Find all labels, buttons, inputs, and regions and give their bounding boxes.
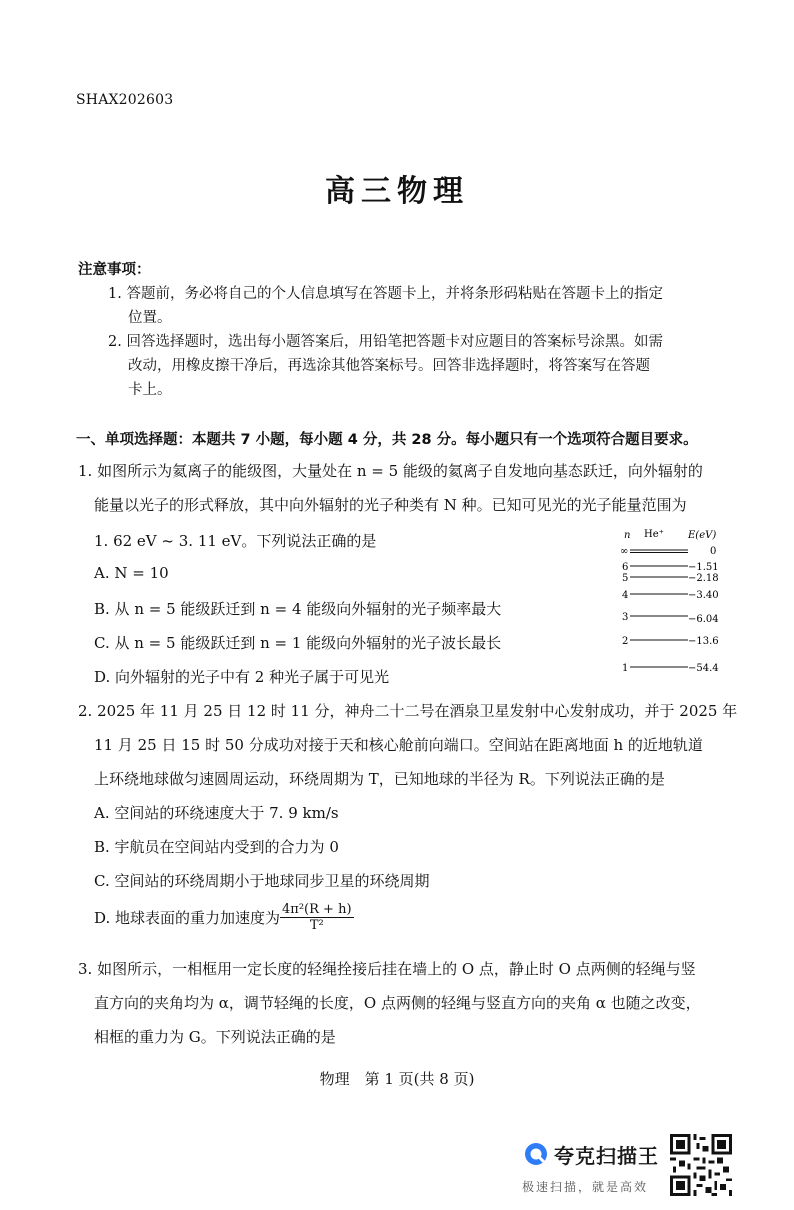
q3-stem-line-1: 3. 如图所示，一相框用一定长度的轻绳拴接后挂在墙上的 O 点，静止时 O 点两侧的轻绳与竖	[78, 960, 696, 978]
q1-stem-line-3: 1. 62 eV ~ 3. 11 eV。下列说法正确的是	[94, 532, 377, 550]
level-n-5: 5	[622, 573, 629, 584]
level-n-2: 2	[622, 636, 629, 647]
level-n-1: 1	[622, 663, 629, 674]
q2-stem-line-2: 11 月 25 日 15 时 50 分成功对接于天和核心舱前向端口。空间站在距离地面 h 的近地轨道	[94, 736, 703, 754]
level-n-6: 6	[622, 562, 629, 573]
diagram-col-ion: He⁺	[644, 529, 664, 540]
qr-code-icon	[670, 1134, 732, 1196]
q2-option-d-fraction	[280, 902, 354, 933]
level-n-inf: ∞	[620, 546, 629, 557]
exam-code: SHAX202603	[76, 92, 174, 108]
diagram-col-n: n	[624, 530, 631, 541]
level-n-4: 4	[622, 590, 629, 601]
level-e-1: −54.4	[688, 663, 719, 674]
level-e-5: −2.18	[688, 573, 719, 584]
level-e-2: −13.6	[688, 636, 719, 647]
level-e-4: −3.40	[688, 590, 719, 601]
q2-option-a: A. 空间站的环绕速度大于 7. 9 km/s	[94, 804, 339, 822]
q2-option-c: C. 空间站的环绕周期小于地球同步卫星的环绕周期	[94, 872, 430, 890]
notice-item-1-line-1: 1. 答题前，务必将自己的个人信息填写在答题卡上，并将条形码粘贴在答题卡上的指定	[108, 286, 663, 302]
diagram-col-e: E(eV)	[688, 530, 717, 541]
q1-stem-line-1: 1. 如图所示为氦离子的能级图，大量处在 n = 5 能级的氦离子自发地向基态跃迁，向外辐射的	[78, 462, 703, 480]
level-e-3: −6.04	[688, 614, 719, 625]
q2-option-b: B. 宇航员在空间站内受到的合力为 0	[94, 838, 339, 856]
watermark-app-name: 夸克扫描王	[554, 1144, 659, 1168]
quark-logo-icon	[524, 1142, 548, 1166]
level-e-inf: 0	[710, 546, 717, 557]
q3-stem-line-2: 直方向的夹角均为 α，调节轻绳的长度，O 点两侧的轻绳与竖直方向的夹角 α 也随之改变，	[94, 994, 701, 1012]
level-n-3: 3	[622, 612, 629, 623]
q1-option-b: B. 从 n = 5 能级跃迁到 n = 4 能级向外辐射的光子频率最大	[94, 600, 502, 618]
q1-option-a: A. N = 10	[94, 564, 169, 582]
page-title: 高三物理	[325, 174, 469, 209]
notice-heading: 注意事项：	[78, 262, 151, 278]
level-e-6: −1.51	[688, 562, 719, 573]
q2-stem-line-3: 上环绕地球做匀速圆周运动，环绕周期为 T，已知地球的半径为 R。下列说法正确的是	[94, 770, 665, 788]
q3-stem-line-3: 相框的重力为 G。下列说法正确的是	[94, 1028, 336, 1046]
notice-item-2-line-1: 2. 回答选择题时，选出每小题答案后，用铅笔把答题卡对应题目的答案标号涂黑。如需	[108, 334, 663, 350]
q1-option-c: C. 从 n = 5 能级跃迁到 n = 1 能级向外辐射的光子波长最长	[94, 634, 502, 652]
q2-option-d-prefix: D. 地球表面的重力加速度为	[94, 909, 281, 927]
energy-level-diagram	[608, 528, 728, 678]
q2-option-d	[94, 902, 354, 933]
watermark-slogan: 极速扫描，就是高效	[522, 1180, 649, 1194]
notice-item-2-line-2: 改动，用橡皮擦干净后，再选涂其他答案标号。回答非选择题时，将答案写在答题	[128, 358, 650, 374]
page-footer: 物理 第 1 页(共 8 页)	[319, 1070, 475, 1088]
section-1-heading: 一、单项选择题：本题共 7 小题，每小题 4 分，共 28 分。每小题只有一个选项符合题目要求。	[76, 432, 698, 448]
q2-stem-line-1: 2. 2025 年 11 月 25 日 12 时 11 分，神舟二十二号在酒泉卫星发射中心发射成功，并于 2025 年	[78, 702, 738, 720]
notice-item-2-line-3: 卡上。	[128, 382, 172, 398]
q2-option-d-numerator: 4π²(R + h)	[282, 902, 352, 917]
notice-item-1-line-2: 位置。	[128, 310, 172, 326]
q1-stem-line-2: 能量以光子的形式释放，其中向外辐射的光子种类有 N 种。已知可见光的光子能量范围为	[94, 496, 687, 514]
scanner-watermark	[520, 1136, 740, 1200]
q1-option-d: D. 向外辐射的光子中有 2 种光子属于可见光	[94, 668, 390, 686]
q2-option-d-denominator: T²	[309, 918, 324, 933]
